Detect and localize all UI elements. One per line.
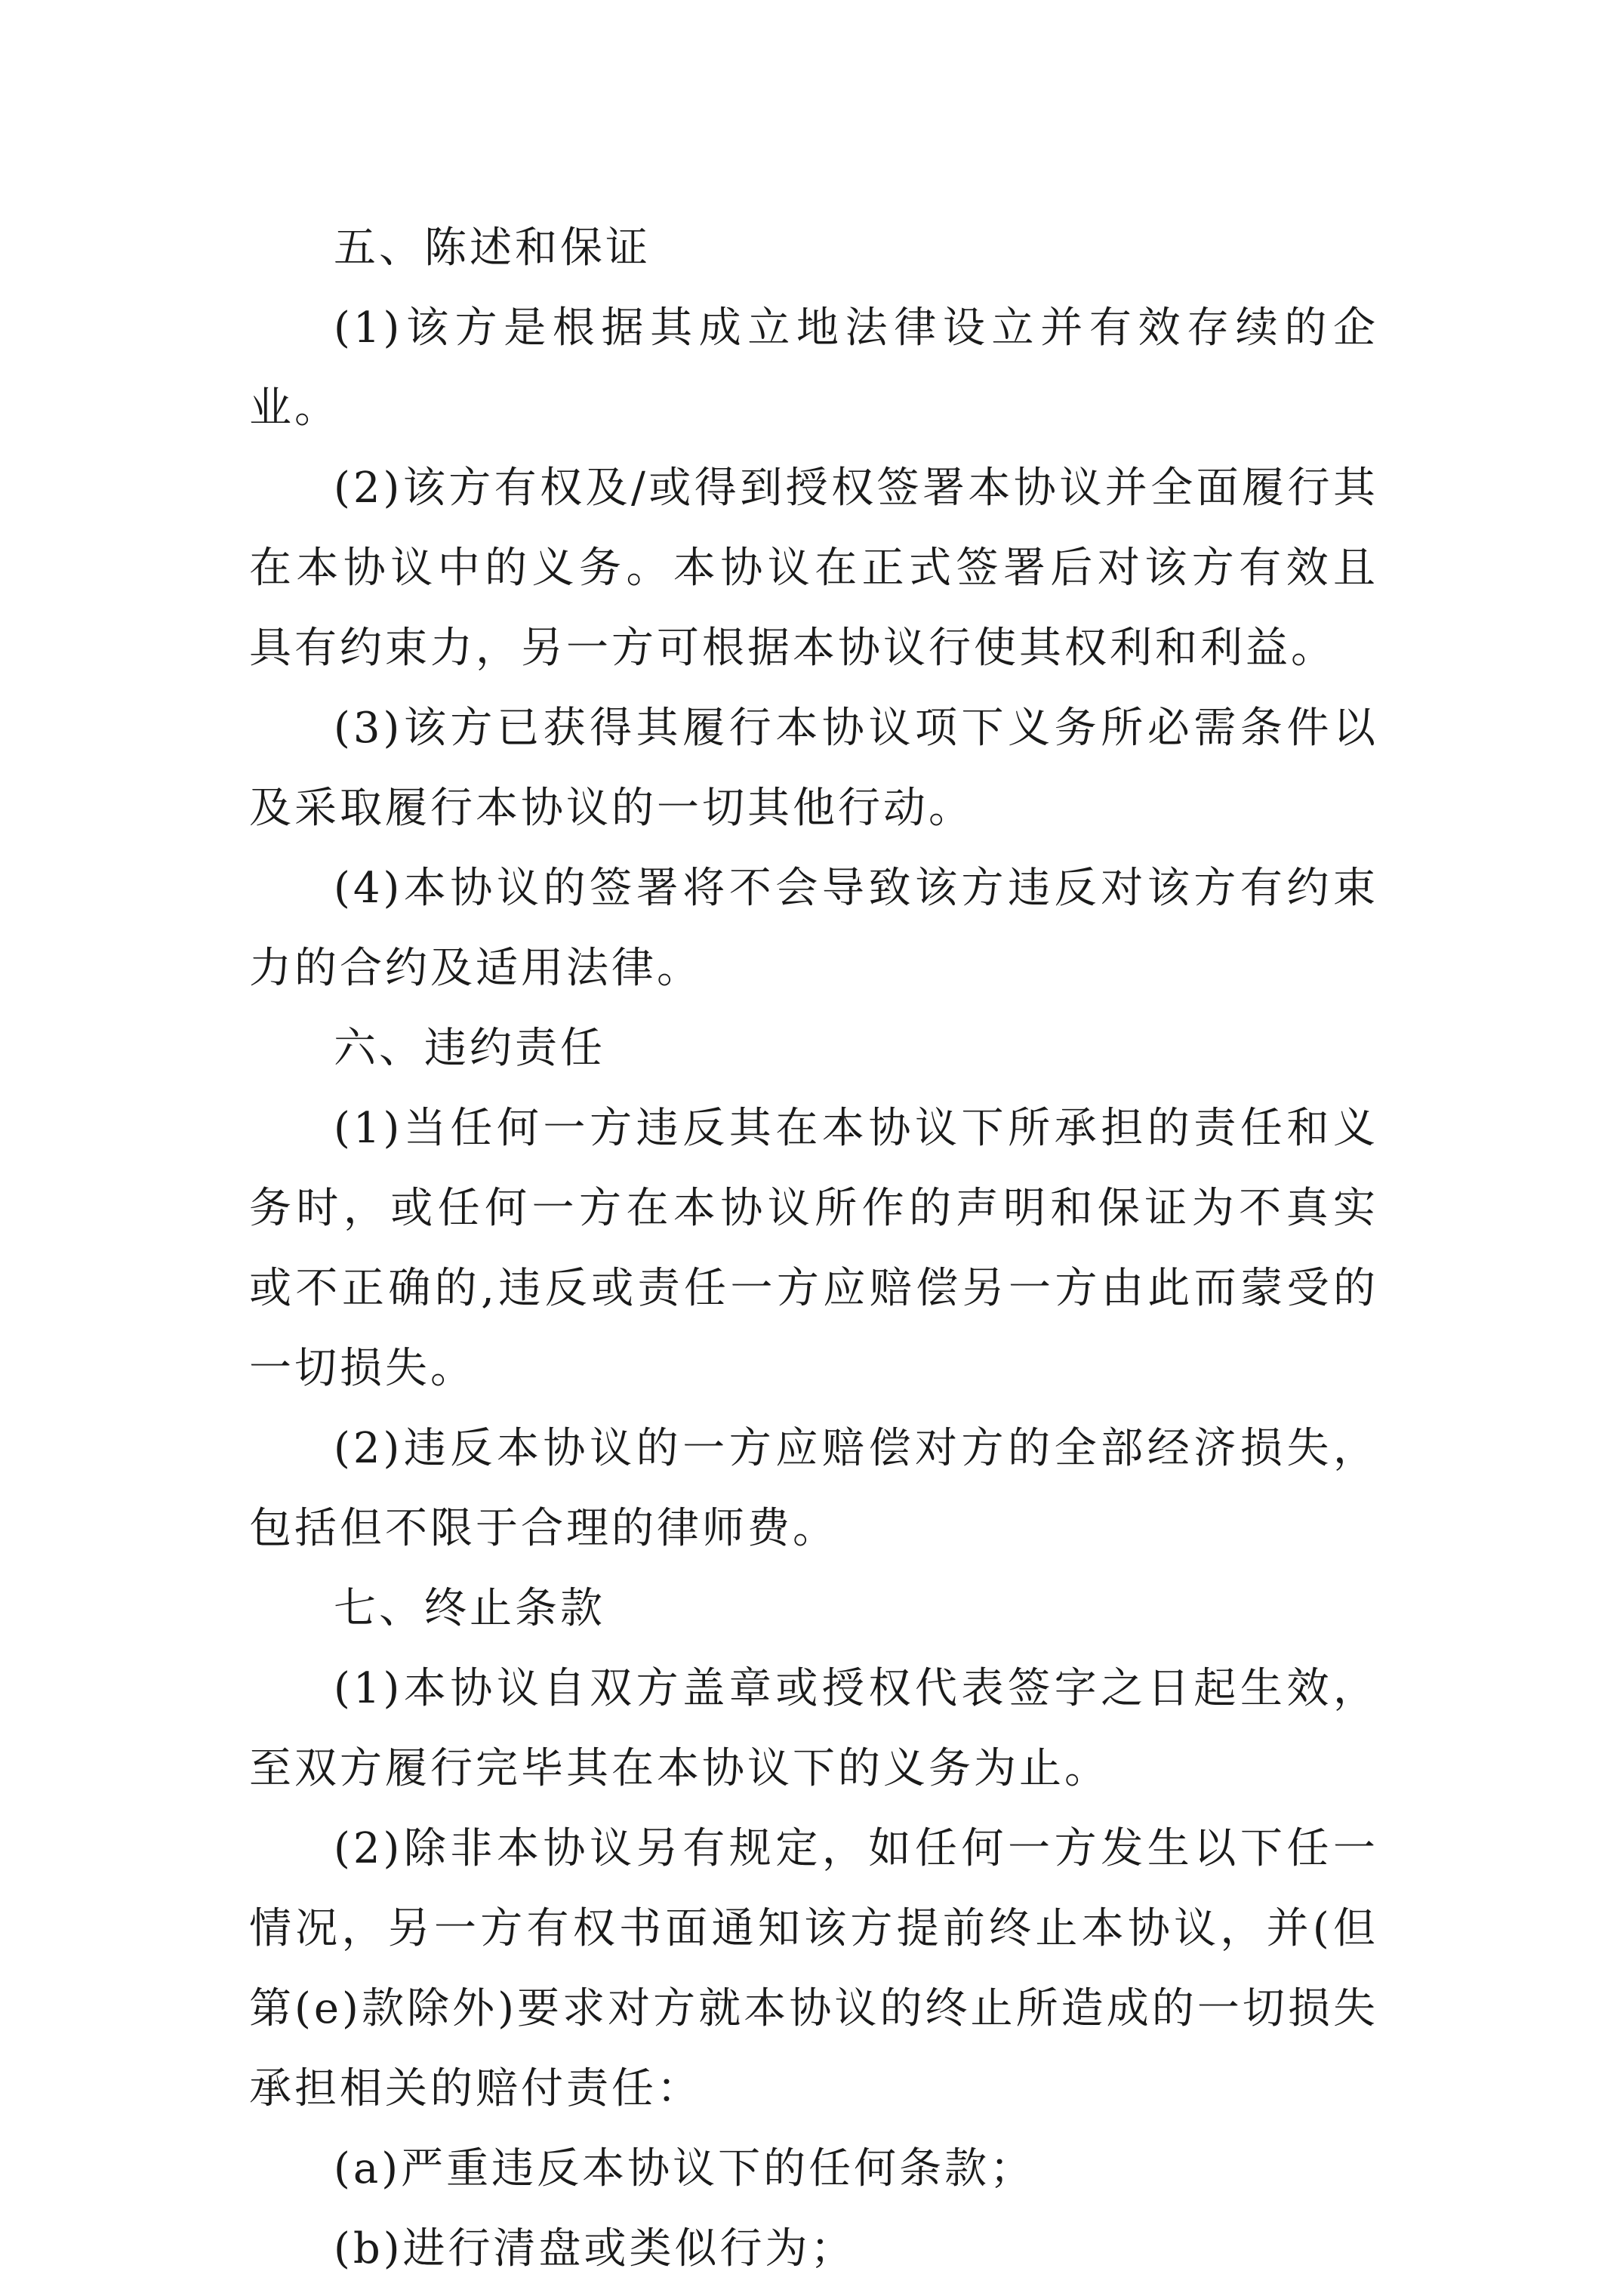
section-heading: 六、违约责任	[334, 1024, 605, 1073]
clause-paragraph: (4)本协议的签署将不会导致该方违反对该方有约束力的合约及适用法律。	[249, 864, 1378, 993]
clause-paragraph: (2)除非本协议另有规定，如任何一方发生以下任一情况，另一方有权书面通知该方提前终止本协议，并(但第(e)款除外)要求对方就本协议的终止所造成的一切损失承担相关的赔付责任：	[249, 1824, 1378, 2113]
section-heading: 五、陈述和保证	[334, 223, 651, 273]
clause-paragraph: (a)严重违反本协议下的任何条款；	[334, 2144, 1036, 2193]
clause-paragraph: (3)该方已获得其履行本协议项下义务所必需条件以及采取履行本协议的一切其他行动。	[249, 704, 1378, 833]
section-heading: 七、终止条款	[334, 1584, 605, 1633]
clause-paragraph: (b)进行清盘或类似行为；	[334, 2224, 856, 2273]
clause-paragraph: (2)该方有权及/或得到授权签署本协议并全面履行其在本协议中的义务。本协议在正式签署后对该方有效且具有约束力，另一方可根据本协议行使其权利和利益。	[249, 464, 1378, 673]
clause-paragraph: (1)本协议自双方盖章或授权代表签字之日起生效，至双方履行完毕其在本协议下的义务为止。	[249, 1664, 1378, 1793]
clause-paragraph: (2)违反本协议的一方应赔偿对方的全部经济损失，包括但不限于合理的律师费。	[249, 1424, 1378, 1553]
clause-paragraph: (1)当任何一方违反其在本协议下所承担的责任和义务时，或任何一方在本协议所作的声明和保证为不真实或不正确的,违反或责任一方应赔偿另一方由此而蒙受的一切损失。	[249, 1104, 1378, 1393]
document-body	[249, 208, 1378, 2289]
clause-paragraph: (1)该方是根据其成立地法律设立并有效存续的企业。	[249, 304, 1378, 433]
